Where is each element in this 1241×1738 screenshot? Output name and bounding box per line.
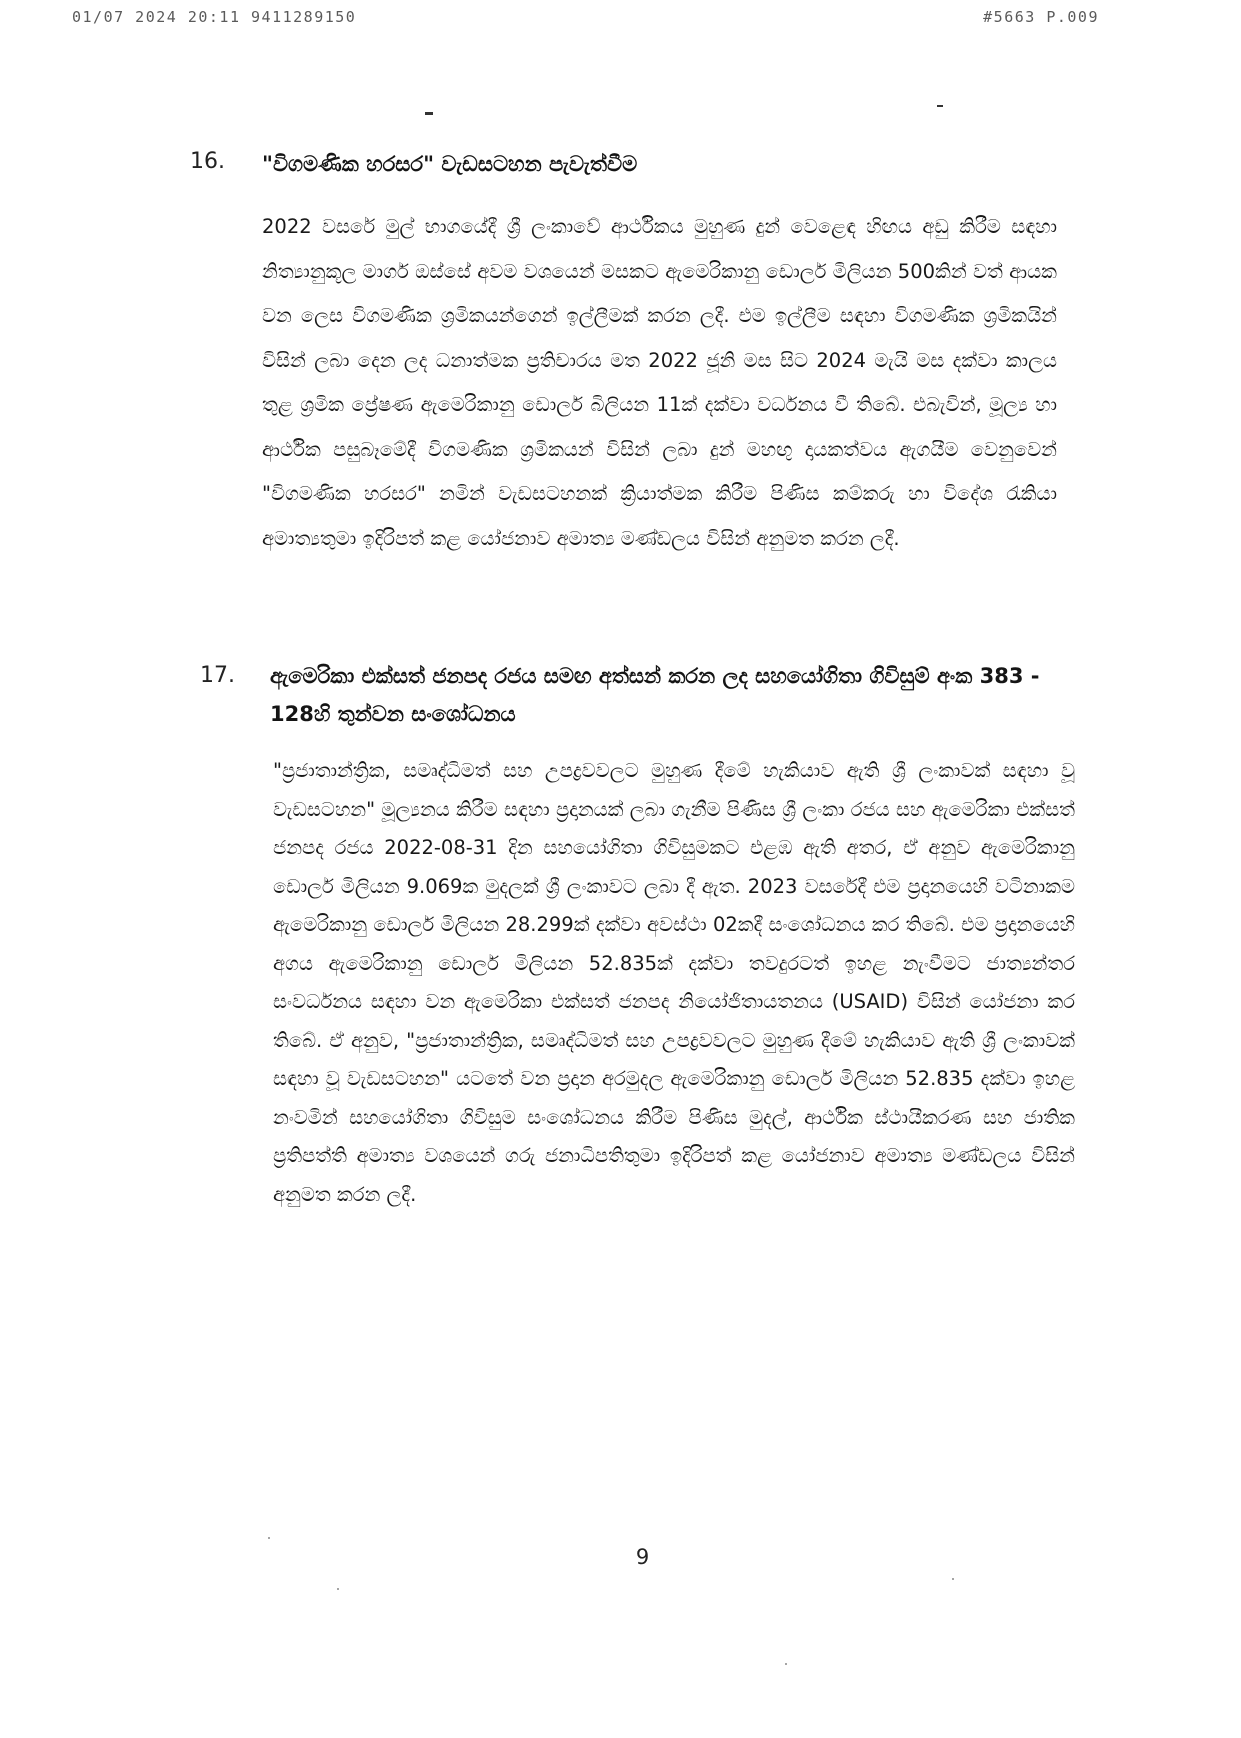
scan-mark (937, 105, 943, 107)
scan-speck (268, 1537, 270, 1539)
section-title: ඇමෙරිකා එක්සත් ජනපද රජය සමඟ අත්සන් කරන ලද සහයෝගිතා ගිවිසුම් අංක 383 - 128හි තුන්වන සංශෝධනය (270, 664, 1040, 726)
fax-header (72, 8, 1099, 34)
section-17-body: "ප්‍රජාතාන්ත්‍රික, සමෘද්ධිමත් සහ උපද්‍රවවලට මුහුණ දීමේ හැකියාව ඇති ශ්‍රී ලංකාවක් සඳහා වූ වැඩසටහන" මූල්‍යනය කිරීම සඳහා ප්‍රදානයක් ලබා ගැනීම පිණිස ශ්‍රී ලංකා රජය සහ ඇමෙරිකා එක්සත් ජනපද රජය 2022-08-31 දින සහයෝගිතා ගිවිසුමකට එළඹ ඇති අතර, ඒ අනුව ඇමෙරිකානු ඩොලර් මිලියන 9.069ක මුදලක් ශ්‍රී ලංකාවට ලබා දී ඇත. 2023 වසරේදී එම ප්‍රදානයෙහි වටිනාකම ඇමෙරිකානු ඩොලර් මිලියන 28.299ක් දක්වා අවස්ථා 02කදී සංශෝධනය කර තිබේ. එම ප්‍රදානයෙහි අගය ඇමෙරිකානු ඩොලර් මිලියන 52.835ක් දක්වා තවදුරටත් ඉහළ නැංවීමට ජාත්‍යන්තර සංවර්ධනය සඳහා වන ඇමෙරිකා එක්සත් ජනපද නියෝජිතායතනය (USAID) විසින් යෝජනා කර තිබේ. ඒ අනුව, "ප්‍රජාතාන්ත්‍රික, සමෘද්ධිමත් සහ උපද්‍රවවලට මුහුණ දීමේ හැකියාව ඇති ශ්‍රී ලංකාවක් සඳහා වූ වැඩසටහන" යටතේ වන ප්‍රදාන අරමුදල ඇමෙරිකානු ඩොලර් මිලියන 52.835 දක්වා ඉහළ නංවමින් සහයෝගිතා ගිවිසුම සංශෝධනය කිරීම පිණිස මුදල්, ආර්ථික ස්ථායීකරණ සහ ජාතික ප්‍රතිපත්ති අමාත්‍ය වශයෙන් ගරු ජනාධිපතිතුමා ඉදිරිපත් කළ යෝජනාව අමාත්‍ය මණ්ඩලය විසින් අනුමත කරන ලදී. (273, 759, 1075, 1206)
page-number: 9 (635, 1545, 650, 1569)
scan-mark (425, 112, 433, 115)
section-16-heading (190, 145, 1090, 185)
fax-header-page-reference: #5663 P.009 (983, 8, 1099, 26)
scan-speck (952, 1578, 954, 1580)
section-number: 16. (190, 149, 225, 174)
fax-header-date-time-number: 01/07 2024 20:11 9411289150 (72, 8, 357, 26)
scan-speck (337, 1588, 339, 1590)
section-number: 17. (200, 663, 235, 688)
scan-speck (785, 1663, 787, 1665)
section-17-heading (190, 657, 1090, 737)
section-title: "විගමණික හරසර" වැඩසටහන පැවැත්වීම (262, 152, 638, 176)
section-16-body: 2022 වසරේ මුල් භාගයේදී ශ්‍රී ලංකාවේ ආර්ථිකය මුහුණ දුන් වෙළෙඳ හිඟය අඩු කිරීම සඳහා නිත්‍යානුකූල මාර්ග ඔස්සේ අවම වශයෙන් මසකට ඇමෙරිකානු ඩොලර් මිලියන 500කින් වත් ආයක වන ලෙස විගමණික ශ්‍රමිකයන්ගෙන් ඉල්ලීමක් කරන ලදී. එම ඉල්ලීම සඳහා විගමණික ශ්‍රමිකයින් විසින් ලබා දෙන ලද ධනාත්මක ප්‍රතිචාරය මත 2022 ජූනි මස සිට 2024 මැයි මස දක්වා කාලය තුළ ශ්‍රමික ප්‍රේෂණ ඇමෙරිකානු ඩොලර් බිලියන 11ක් දක්වා වර්ධනය වී තිබේ. එබැවින්, මූල්‍ය හා ආර්ථික පසුබෑමේදී විගමණික ශ්‍රමිකයන් විසින් ලබා දුන් මහඟු දායකත්වය ඇගයීම වෙනුවෙන් "විගමණික හරසර" නමින් වැඩසටහනක් ක්‍රියාත්මක කිරීම පිණිස කම්කරු හා විදේශ රැකියා අමාත්‍යතුමා ඉදිරිපත් කළ යෝජනාව අමාත්‍ය මණ්ඩලය විසින් අනුමත කරන ලදී. (262, 215, 1057, 550)
